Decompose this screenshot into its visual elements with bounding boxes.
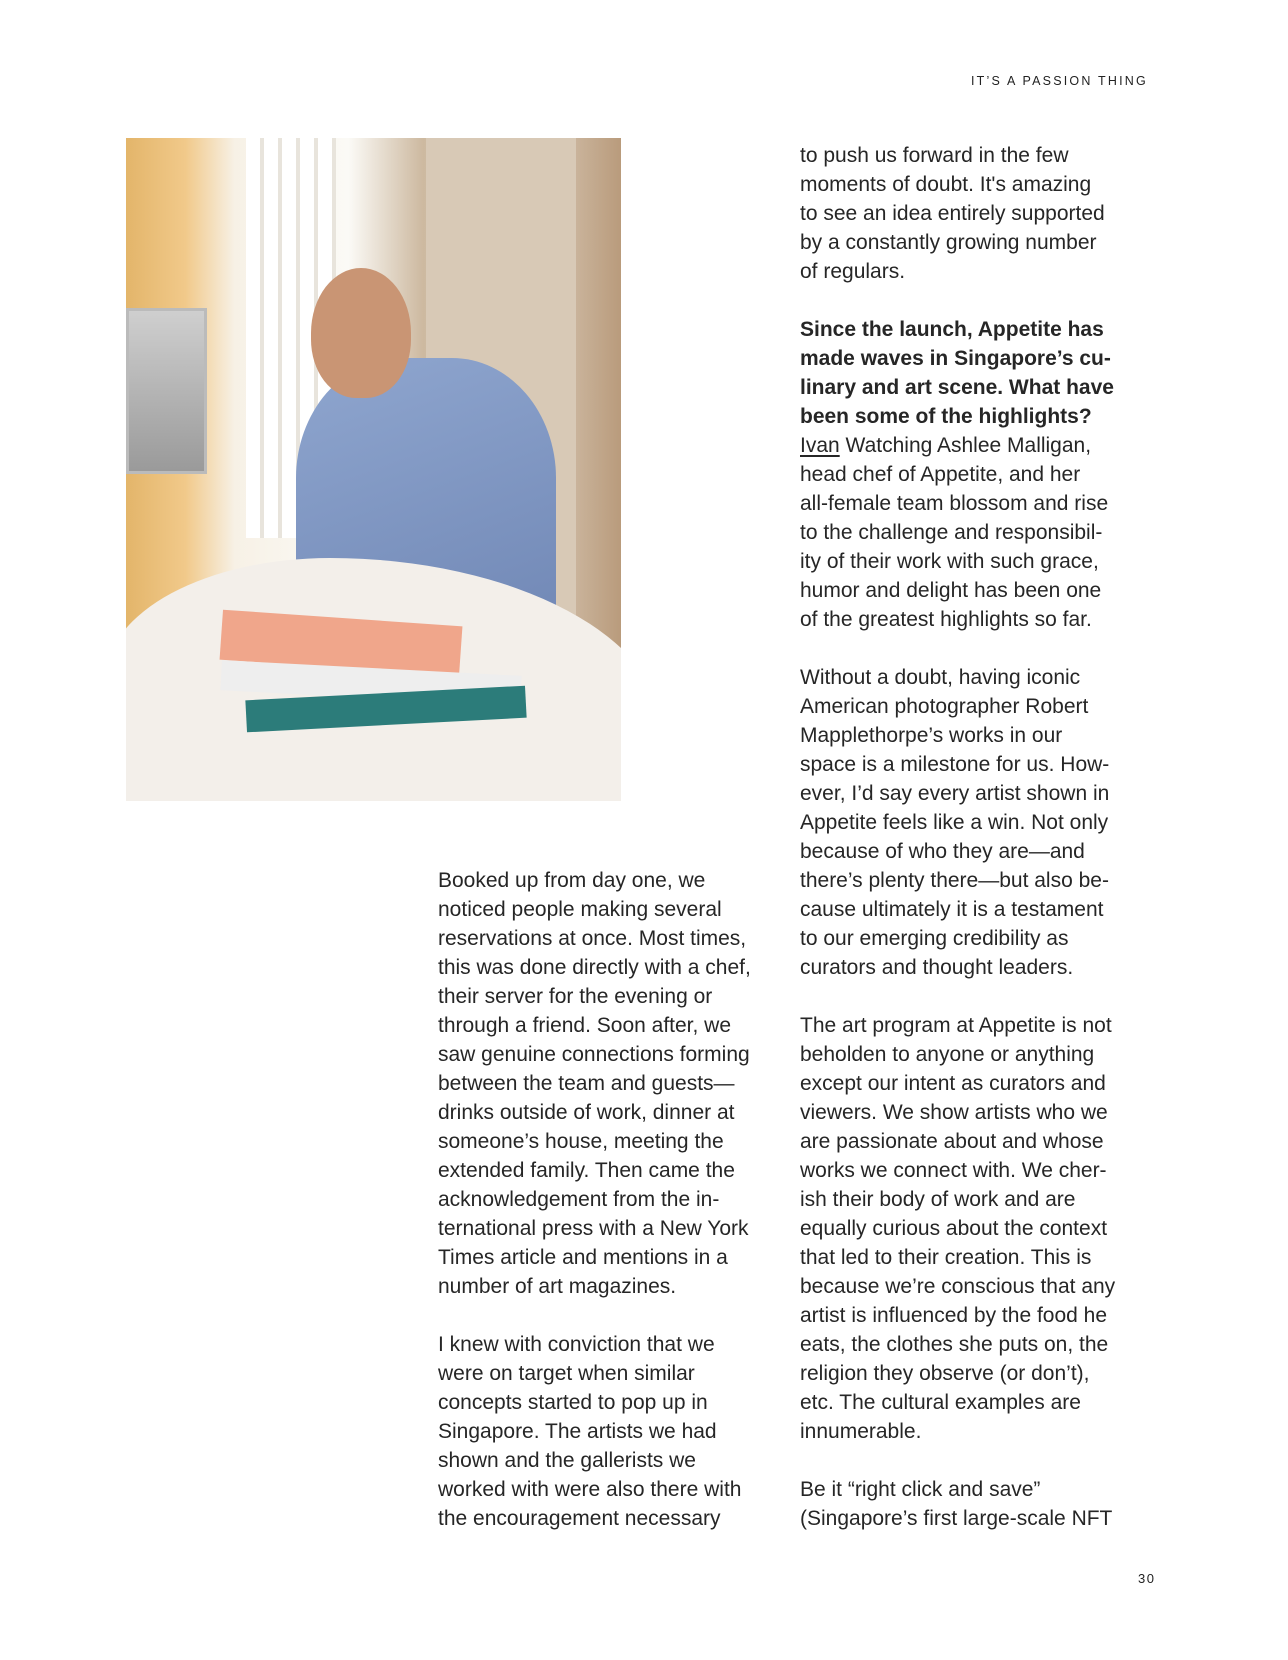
photo-head <box>311 268 411 398</box>
text-line: American photographer Robert <box>800 695 1089 718</box>
text-line: innumerable. <box>800 1420 922 1443</box>
text-line: cause ultimately it is a testament <box>800 898 1104 921</box>
text-line: that led to their creation. This is <box>800 1246 1092 1269</box>
photo-oven <box>126 308 207 474</box>
text-line: shown and the gallerists we <box>438 1449 696 1472</box>
text-line: someone’s house, meeting the <box>438 1130 724 1153</box>
text-line: of the greatest highlights so far. <box>800 608 1092 631</box>
interview-answer <box>800 460 1115 634</box>
page-number: 30 <box>1138 1571 1156 1586</box>
text-line: of regulars. <box>800 260 906 283</box>
text-line: Since the launch, Appetite has <box>800 318 1104 341</box>
text-line: Mapplethorpe’s works in our <box>800 724 1063 747</box>
text-line: moments of doubt. It's amazing <box>800 173 1092 196</box>
text-line: artist is influenced by the food he <box>800 1304 1108 1327</box>
text-line: because of who they are—and <box>800 840 1085 863</box>
text-line: humor and delight has been one <box>800 579 1102 602</box>
text-line: to see an idea entirely supported <box>800 202 1105 225</box>
paragraph <box>800 663 1115 982</box>
text-line: viewers. We show artists who we <box>800 1101 1108 1124</box>
text-line: number of art magazines. <box>438 1275 677 1298</box>
text-line: etc. The cultural examples are <box>800 1391 1081 1414</box>
text-line: noticed people making several <box>438 898 722 921</box>
text-line: all-female team blossom and rise <box>800 492 1109 515</box>
text-line: between the team and guests— <box>438 1072 735 1095</box>
text-line: Be it “right click and save” <box>800 1478 1041 1501</box>
text-line: Singapore. The artists we had <box>438 1420 717 1443</box>
text-line: I knew with conviction that we <box>438 1333 715 1356</box>
text-line: ever, I’d say every artist shown in <box>800 782 1110 805</box>
text-line: saw genuine connections forming <box>438 1043 750 1066</box>
text-line: The art program at Appetite is not <box>800 1014 1112 1037</box>
text-line: acknowledgement from the in- <box>438 1188 720 1211</box>
text-line: beholden to anyone or anything <box>800 1043 1095 1066</box>
text-line: space is a milestone for us. How- <box>800 753 1110 776</box>
text-line: there’s plenty there—but also be- <box>800 869 1109 892</box>
text-line: curators and thought leaders. <box>800 956 1074 979</box>
text-line: this was done directly with a chef, <box>438 956 751 979</box>
text-line: by a constantly growing number <box>800 231 1097 254</box>
answer-text: Watching Ashlee Malligan, <box>839 434 1092 457</box>
text-line: through a friend. Soon after, we <box>438 1014 732 1037</box>
text-line: except our intent as curators and <box>800 1072 1106 1095</box>
text-line: are passionate about and whose <box>800 1130 1104 1153</box>
text-line: because we’re conscious that any <box>800 1275 1116 1298</box>
text-line: concepts started to pop up in <box>438 1391 708 1414</box>
text-line: been some of the highlights? <box>800 405 1092 428</box>
text-line: to the challenge and responsibil- <box>800 521 1103 544</box>
text-line: head chef of Appetite, and her <box>800 463 1081 486</box>
text-line: Appetite feels like a win. Not only <box>800 811 1109 834</box>
answer-first-line <box>800 431 1115 460</box>
text-line: ish their body of work and are <box>800 1188 1076 1211</box>
photo-man-writing <box>126 138 621 801</box>
left-column <box>438 866 751 1562</box>
text-line: Times article and mentions in a <box>438 1246 728 1269</box>
text-line: ity of their work with such grace, <box>800 550 1099 573</box>
text-line: (Singapore’s first large-scale NFT <box>800 1507 1113 1530</box>
paragraph <box>800 141 1115 286</box>
paragraph <box>800 1475 1115 1533</box>
text-line: religion they observe (or don’t), <box>800 1362 1090 1385</box>
running-header: IT’S A PASSION THING <box>971 74 1148 88</box>
text-line: equally curious about the context <box>800 1217 1108 1240</box>
text-line: reservations at once. Most times, <box>438 927 747 950</box>
interview-qa <box>800 315 1115 634</box>
speaker-name: Ivan <box>800 434 840 457</box>
text-line: the encouragement necessary <box>438 1507 721 1530</box>
text-line: to push us forward in the few <box>800 144 1069 167</box>
text-line: to our emerging credibility as <box>800 927 1069 950</box>
text-line: Without a doubt, having iconic <box>800 666 1081 689</box>
text-line: drinks outside of work, dinner at <box>438 1101 735 1124</box>
text-line: their server for the evening or <box>438 985 713 1008</box>
text-line: Booked up from day one, we <box>438 869 706 892</box>
paragraph <box>800 1011 1115 1446</box>
text-line: eats, the clothes she puts on, the <box>800 1333 1109 1356</box>
paragraph <box>438 866 751 1301</box>
text-line: were on target when similar <box>438 1362 695 1385</box>
paragraph <box>438 1330 751 1533</box>
text-line: worked with were also there with <box>438 1478 742 1501</box>
text-line: extended family. Then came the <box>438 1159 735 1182</box>
text-line: linary and art scene. What have <box>800 376 1114 399</box>
right-column <box>800 141 1115 1562</box>
text-line: made waves in Singapore’s cu- <box>800 347 1111 370</box>
interview-question <box>800 315 1115 431</box>
text-line: ternational press with a New York <box>438 1217 749 1240</box>
text-line: works we connect with. We cher- <box>800 1159 1107 1182</box>
